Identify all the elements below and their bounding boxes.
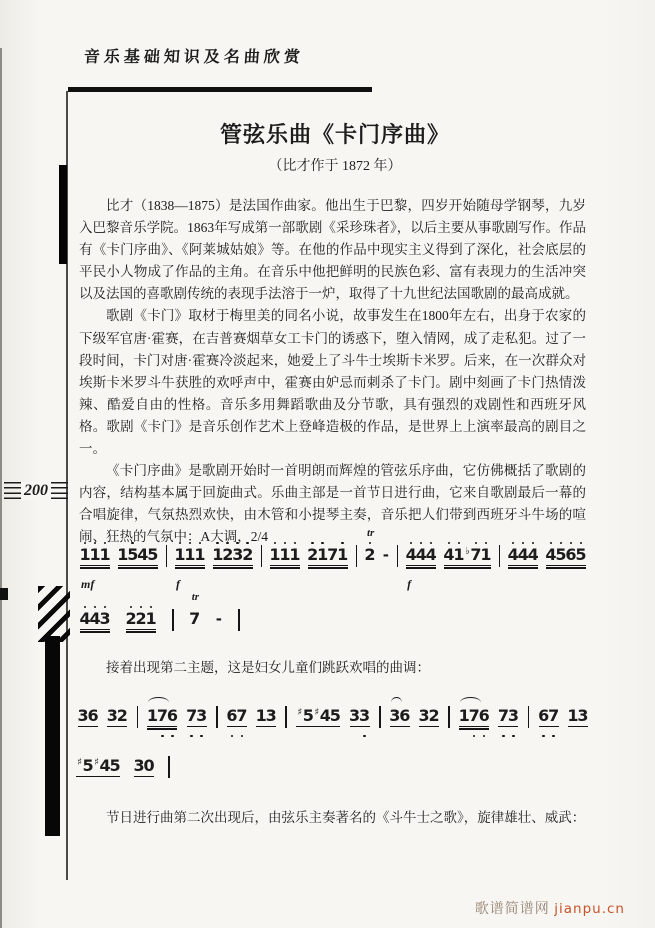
octave-dot-cell: [190, 636, 200, 642]
barline: [285, 706, 287, 728]
beam-underline: [256, 726, 276, 727]
beam-underline: [80, 567, 110, 568]
octave-dot-cell: [110, 783, 120, 789]
octave-dot-cell: [83, 783, 93, 789]
octave-dot-cell: [88, 733, 98, 739]
accidental: ♭: [465, 545, 470, 557]
octave-dot-cell: [360, 733, 370, 739]
octave-dot-cell: [444, 572, 454, 578]
page-number: 200: [21, 482, 51, 500]
octave-dot-cell: [290, 572, 300, 578]
octave-dot-cell: [469, 733, 479, 739]
octave-dot-cell: [568, 733, 578, 739]
note-group: [147, 701, 177, 739]
note-group: [405, 540, 437, 591]
note-group: [270, 540, 300, 578]
note-digit: 4: [405, 545, 417, 564]
note-group: [444, 540, 491, 578]
beam-underline: [498, 726, 518, 727]
octave-dot-cell: [213, 572, 223, 578]
beam-underline: [80, 631, 110, 632]
note-digit: 3: [196, 706, 208, 725]
octave-dot-cell: [546, 572, 556, 578]
beam-underline: [459, 726, 489, 727]
note-digit: 6: [478, 706, 490, 725]
barline: [499, 545, 501, 567]
accidental: ♯: [77, 756, 82, 768]
beam-underline: [118, 565, 158, 566]
octave-dot-cell: [118, 572, 128, 578]
article-title: 管弦乐曲《卡门序曲》: [219, 122, 450, 147]
note-group: [80, 604, 110, 642]
binding-shadow-top: [59, 165, 67, 264]
beam-underline: [270, 567, 300, 568]
note-digit: 2: [364, 545, 376, 564]
octave-dot-cell: [464, 572, 471, 578]
note-digit: 7: [186, 706, 198, 725]
note-digit: 3: [418, 706, 430, 725]
octave-dot-cell: [243, 572, 253, 578]
dynamic-marking: f: [407, 577, 412, 591]
note-digit: 7: [548, 706, 560, 725]
note-digit: 1: [255, 706, 267, 725]
jianpu-line-second-theme-end: [76, 751, 170, 789]
octave-dot-cell: [146, 636, 156, 642]
header-rule: [68, 87, 372, 92]
note-digit: 2: [125, 609, 137, 628]
note-group: [227, 701, 247, 739]
toreador-song-caption: 节日进行曲第二次出现后，由弦乐主奏著名的《斗牛士之歌》，旋律雄壮、威武：: [106, 810, 586, 825]
barline: [356, 545, 358, 567]
octave-dot-cell: [280, 572, 290, 578]
note-digit: 3: [133, 756, 145, 775]
barline: [137, 706, 139, 728]
accidental: ♯: [314, 706, 320, 718]
octave-dot-cell: [144, 783, 154, 789]
octave-dot-cell: [93, 783, 100, 789]
octave-dot-cell: [539, 733, 549, 739]
beam-underline: [175, 567, 205, 568]
dynamic-marking: f: [175, 577, 180, 591]
octave-dot-cell: [195, 572, 205, 578]
octave-dot-cell: [518, 572, 528, 578]
barline: [448, 706, 450, 728]
note-digit: 2: [222, 545, 234, 564]
note-group: [213, 540, 253, 578]
note-digit: 1: [567, 706, 579, 725]
octave-dot-cell: [100, 783, 110, 789]
octave-dot-cell: [296, 733, 303, 739]
accidental: ♯: [297, 706, 303, 718]
jianpu-line-main-theme: [79, 527, 587, 591]
octave-dot-cell: [197, 733, 207, 739]
octave-dot-cell: [313, 733, 320, 739]
note-digit: 4: [99, 756, 111, 775]
note-digit: 2: [307, 545, 319, 564]
note-digit: 3: [99, 609, 111, 628]
note-group: [419, 701, 439, 739]
note-digit: 4: [89, 609, 101, 628]
note-digit: 3: [359, 706, 371, 725]
octave-dot-cell: [76, 783, 83, 789]
octave-dot-cell: [78, 733, 88, 739]
note-group: [350, 701, 370, 739]
octave-dot-cell: [167, 733, 177, 739]
octave-dot-cell: [481, 572, 491, 578]
duration-dash: -: [215, 610, 222, 628]
beam-underline: [308, 565, 348, 566]
note-digit: 7: [497, 706, 510, 725]
octave-dot-cell: [578, 733, 588, 739]
octave-dot-cell: [365, 572, 375, 578]
scan-artifact-notch: [0, 588, 8, 600]
note-digit: 3: [389, 706, 401, 725]
note-group: [174, 540, 206, 591]
barline: [397, 545, 399, 567]
barline: [261, 545, 263, 567]
page-edge-shadow: [0, 48, 2, 928]
note-group: [107, 701, 127, 739]
note-digit: 6: [87, 706, 99, 725]
note-group: [118, 540, 158, 578]
octave-dot-cell: [566, 572, 576, 578]
note-group: [508, 540, 538, 578]
note-digit: 4: [79, 609, 91, 628]
octave-dot-cell: [134, 783, 144, 789]
beam-underline: [126, 629, 156, 630]
beam-underline: [187, 726, 207, 727]
note-digit: 5: [109, 756, 121, 775]
octave-dot-cell: [126, 636, 136, 642]
note-digit: 5: [147, 545, 159, 564]
note-digit: 4: [415, 545, 427, 564]
octave-dot-cell: [303, 733, 313, 739]
note-digit: 3: [106, 706, 118, 725]
beam-underline: [147, 728, 177, 729]
note-digit: 3: [577, 706, 589, 725]
octave-dot-cell: [227, 733, 237, 739]
octave-dot-cell: [459, 733, 469, 739]
note-digit: 2: [135, 609, 147, 628]
beam-underline: [78, 726, 98, 727]
beam-underline: [508, 565, 538, 566]
article-body: [79, 195, 586, 549]
binding-hatch-marks: [38, 586, 70, 642]
octave-dot-cell: [138, 572, 148, 578]
note-digit: 1: [194, 545, 206, 564]
octave-dot-cell: [128, 572, 138, 578]
octave-dot-cell: [479, 733, 489, 739]
note-digit: 5: [575, 545, 587, 564]
octave-dot-cell: [330, 733, 340, 739]
note-digit: 5: [302, 706, 314, 725]
note-digit: 1: [89, 545, 101, 564]
beam-underline: [296, 726, 340, 727]
paragraph-overture-description: 《卡门序曲》是歌剧开始时一首明朗而辉煌的管弦乐序曲，它仿佛概括了歌剧的内容，结构基本属于回旋曲式。乐曲主部是一首节日进行曲，它来自歌剧最后一幕的合唱旋律，气氛热烈欢快，由木管和小提琴主奏，音乐把人们带到西班牙斗牛场的喧闹、狂热的气氛中：A大调，2/4: [79, 463, 586, 545]
octave-dot-cell: [147, 733, 157, 739]
octave-dot-cell: [528, 572, 538, 578]
beam-underline: [459, 728, 489, 729]
note-digit: 1: [79, 545, 91, 564]
barline: [166, 545, 168, 567]
note-digit: 3: [232, 545, 244, 564]
beam-underline: [390, 726, 410, 727]
note-digit: 1: [279, 545, 291, 564]
note-group: [189, 591, 201, 642]
note-digit: 5: [329, 706, 341, 725]
beam-underline: [126, 631, 156, 632]
octave-dot-cell: [549, 733, 559, 739]
octave-dot-cell: [187, 733, 197, 739]
note-digit: 2: [428, 706, 440, 725]
barline: [216, 706, 218, 728]
note-digit: 6: [565, 545, 577, 564]
note-group: [498, 701, 518, 739]
note-digit: 1: [289, 545, 301, 564]
barline: [168, 756, 170, 778]
beam-underline: [134, 776, 154, 777]
note-digit: 6: [226, 706, 238, 725]
octave-dot-cell: [328, 572, 338, 578]
jianpu-line-second-theme: [78, 701, 588, 739]
note-digit: 5: [127, 545, 139, 564]
note-group: [390, 701, 410, 739]
beam-underline: [213, 567, 253, 568]
beam-underline: [568, 726, 588, 727]
note-digit: 1: [337, 545, 349, 564]
beam-underline: [419, 726, 439, 727]
paragraph-opera-story: 歌剧《卡门》取材于梅里美的同名小说，故事发生在1800年左右，出身于农家的下级军官唐·霍赛，在吉普赛烟草女工卡门的诱惑下，堕入情网，成了走私犯。过了一段时间，卡门对唐·霍赛冷淡起来，她爱上了斗牛士埃斯卡米罗。后来，在一次群众对埃斯卡米罗斗牛获胜的欢呼声中，霍赛由妒忌而刺杀了卡门。剧中刻画了卡门热情泼辣、酷爱自由的性格。音乐多用舞蹈歌曲及分节歌，具有强烈的戏剧性和西班牙风格。歌剧《卡门》是音乐创作艺术上登峰造极的作品，是世界上上演率最高的剧目之一。: [79, 308, 586, 457]
barline: [172, 609, 174, 631]
note-group: [78, 701, 98, 739]
octave-dot-cell: [419, 733, 429, 739]
note-digit: 3: [77, 706, 89, 725]
octave-dot-cell: [416, 572, 426, 578]
note-group: [568, 701, 588, 739]
note-group: [256, 701, 276, 739]
octave-dot-cell: [390, 733, 400, 739]
barline: [379, 706, 381, 728]
note-group: [126, 604, 156, 642]
note-digit: 5: [82, 756, 94, 775]
octave-dot-cell: [429, 733, 439, 739]
dynamic-marking: mf: [81, 577, 95, 591]
octave-dot-cell: [508, 572, 518, 578]
octave-dot-cell: [100, 572, 110, 578]
article-byline: （比才作于 1872 年）: [268, 159, 402, 174]
note-digit: 4: [517, 545, 529, 564]
octave-dot-cell: [107, 733, 117, 739]
note-group: [308, 540, 348, 578]
note-group: [76, 751, 120, 789]
watermark-site-name: 歌谱简谱网: [474, 902, 550, 917]
octave-dot-cell: [498, 733, 508, 739]
paragraph-composer-bio: 比才（1838—1875）是法国作曲家。他出生于巴黎，四岁开始随母学钢琴，九岁入巴黎音乐学院。1863年写成第一部歌剧《采珍珠者》，以后主要从事歌剧写作。作品有《卡门序曲》、《阿莱城姑娘》等。在他的作品中现实主义得到了深化，社会底层的平民小人物成了作品的主角。在音乐中他把鲜明的民族色彩、富有表现力的生活冲突以及法国的喜歌剧传统的表现手法溶于一炉，取得了十九世纪法国歌剧的最高成就。: [79, 198, 586, 302]
running-header: 音乐基础知识及名曲欣赏: [83, 49, 305, 66]
note-digit: 7: [468, 706, 480, 725]
note-group: [187, 701, 207, 739]
beam-underline: [539, 726, 559, 727]
note-group: [79, 540, 111, 591]
binding-shadow-bottom: [45, 636, 60, 836]
beam-underline: [118, 567, 158, 568]
note-digit: 1: [212, 545, 224, 564]
note-digit: 4: [425, 545, 437, 564]
note-group: [539, 701, 559, 739]
octave-dot-cell: [400, 733, 410, 739]
note-digit: 1: [480, 545, 492, 564]
note-digit: 1: [174, 545, 186, 564]
octave-dot-cell: [426, 572, 436, 578]
beam-underline: [107, 726, 127, 727]
note-digit: 3: [265, 706, 277, 725]
octave-dot-cell: [556, 572, 566, 578]
octave-dot-cell: [136, 636, 146, 642]
note-digit: 2: [242, 545, 254, 564]
second-theme-caption: 接着出现第二主题，这是妇女儿童们跳跃欢唱的曲调：: [106, 660, 430, 675]
beam-underline: [444, 565, 491, 566]
note-digit: 4: [545, 545, 557, 564]
beam-underline: [406, 567, 436, 568]
note-digit: 7: [236, 706, 248, 725]
trill-ornament: tr: [366, 527, 375, 539]
beam-underline: [76, 776, 120, 777]
note-digit: 6: [538, 706, 550, 725]
octave-dot-cell: [117, 733, 127, 739]
octave-dot-cell: [233, 572, 243, 578]
octave-dot-cell: [320, 733, 330, 739]
note-digit: 1: [453, 545, 465, 564]
beam-underline: [175, 565, 205, 566]
beam-underline: [546, 567, 586, 568]
trill-ornament: tr: [191, 591, 200, 603]
note-digit: 6: [399, 706, 411, 725]
octave-dot-cell: [223, 572, 233, 578]
jianpu-line-main-theme-end: [79, 591, 240, 642]
beam-underline: [350, 726, 370, 727]
octave-dot-cell: [318, 572, 328, 578]
octave-dot-cell: [100, 636, 110, 642]
note-digit: 4: [527, 545, 539, 564]
beam-underline: [508, 567, 538, 568]
octave-dot-cell: [576, 572, 586, 578]
octave-dot-cell: [185, 572, 195, 578]
beam-underline: [308, 567, 348, 568]
octave-dot-cell: [237, 733, 247, 739]
octave-dot-cell: [308, 572, 318, 578]
note-digit: 3: [507, 706, 520, 725]
note-digit: 1: [146, 706, 159, 725]
beam-underline: [270, 565, 300, 566]
octave-dot-cell: [508, 733, 518, 739]
beam-underline: [546, 565, 586, 566]
note-digit: 7: [189, 609, 201, 628]
note-digit: 4: [137, 545, 149, 564]
note-digit: 4: [319, 706, 331, 725]
note-digit: 1: [269, 545, 281, 564]
note-digit: 7: [327, 545, 339, 564]
note-digit: 1: [317, 545, 329, 564]
note-group: [134, 751, 154, 789]
page-number-tab: [4, 482, 68, 500]
note-digit: 6: [166, 706, 179, 725]
octave-dot-cell: [338, 572, 348, 578]
note-digit: 1: [99, 545, 111, 564]
beam-underline: [80, 565, 110, 566]
note-digit: 4: [443, 545, 455, 564]
note-digit: 5: [555, 545, 567, 564]
note-digit: 7: [470, 545, 482, 564]
beam-underline: [213, 565, 253, 566]
note-group: [546, 540, 586, 578]
note-group: [459, 701, 489, 739]
octave-dot-cell: [157, 733, 167, 739]
octave-dot-cell: [454, 572, 464, 578]
barline: [528, 706, 530, 728]
accidental: ♯: [94, 756, 99, 768]
beam-underline: [444, 567, 491, 568]
octave-dot-cell: [256, 733, 266, 739]
slur-arc: [391, 697, 402, 708]
beam-underline: [147, 726, 177, 727]
octave-dot-cell: [80, 636, 90, 642]
note-digit: 7: [156, 706, 169, 725]
note-digit: 1: [184, 545, 196, 564]
beam-underline: [227, 726, 247, 727]
duration-dash: -: [382, 546, 389, 564]
note-digit: 0: [143, 756, 155, 775]
note-digit: 3: [349, 706, 361, 725]
note-digit: 1: [117, 545, 129, 564]
octave-dot-cell: [471, 572, 481, 578]
barline: [238, 609, 240, 631]
octave-dot-cell: [266, 733, 276, 739]
octave-dot-cell: [350, 733, 360, 739]
note-group: [364, 527, 376, 578]
note-group: [296, 701, 340, 739]
octave-dot-cell: [270, 572, 280, 578]
note-digit: 4: [507, 545, 519, 564]
octave-dot-cell: [90, 636, 100, 642]
octave-dot-cell: [148, 572, 158, 578]
beam-underline: [80, 629, 110, 630]
beam-underline: [406, 565, 436, 566]
watermark-site-link[interactable]: jianpu.cn: [554, 901, 625, 917]
note-digit: 1: [145, 609, 157, 628]
note-digit: 2: [116, 706, 128, 725]
watermark: [475, 898, 625, 918]
note-digit: 1: [458, 706, 470, 725]
